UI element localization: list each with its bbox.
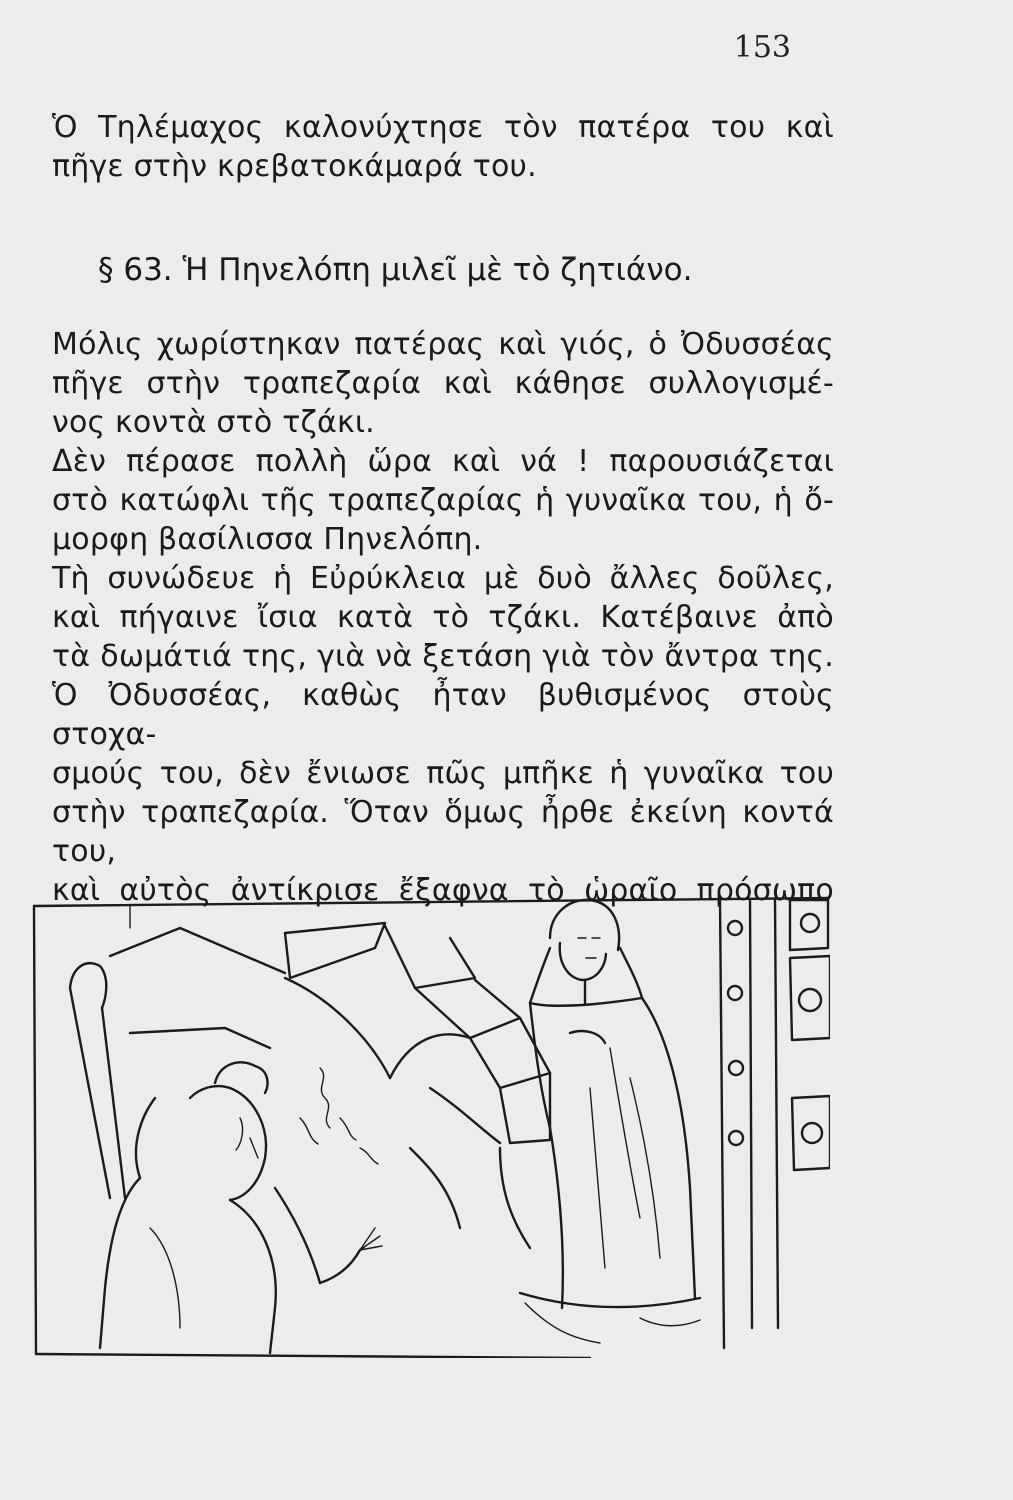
body-line-4: Δὲν πέρασε πολλὴ ὥρα καὶ νά ! παρουσιάζεται <box>52 444 834 479</box>
section-heading <box>98 252 693 288</box>
body-line-12: στὴν τραπεζαρία. Ὅταν ὅμως ἦρθε ἐκείνη κοντά του, <box>52 795 834 869</box>
body-line-8: καὶ πήγαινε ἴσια κατὰ τὸ τζάκι. Κατέβαινε ἀπὸ <box>52 600 834 635</box>
body-line-13: καὶ αὐτὸς ἀντίκρισε ἔξαφνα τὸ ὡραῖο πρόσωπο <box>52 873 834 908</box>
intro-paragraph <box>52 108 834 186</box>
body-line-7: Τὴ συνώδευε ἡ Εὐρύκλεια μὲ δυὸ ἄλλες δοῦλες, <box>52 561 834 596</box>
body-line-11: σμούς του, δὲν ἔνιωσε πῶς μπῆκε ἡ γυναῖκα του <box>52 756 834 791</box>
intro-line-1: Ὁ Τηλέμαχος καλονύχτησε τὸν πατέρα του καὶ <box>52 110 834 145</box>
body-line-2: πῆγε στὴν τραπεζαρία καὶ κάθησε συλλογισμέ- <box>52 366 834 401</box>
page-number: 153 <box>733 30 791 65</box>
section-number: 63. <box>123 252 173 288</box>
body-line-6: μορφη βασίλισσα Πηνελόπη. <box>52 522 483 557</box>
body-line-3: νος κοντὰ στὸ τζάκι. <box>52 405 375 440</box>
body-line-1: Μόλις χωρίστηκαν πατέρας καὶ γιός, ὁ Ὀδυσσέας <box>52 327 834 362</box>
body-paragraph <box>52 325 834 910</box>
body-line-5: στὸ κατώφλι τῆς τραπεζαρίας ἡ γυναῖκα του, ἡ ὄ- <box>52 483 834 518</box>
body-line-10: Ὁ Ὀδυσσέας, καθὼς ἦταν βυθισμένος στοὺς στοχα- <box>52 678 834 752</box>
section-symbol: § <box>98 252 114 288</box>
body-line-9: τὰ δωμάτιά της, γιὰ νὰ ξετάση γιὰ τὸν ἄντρα της. <box>52 639 834 674</box>
intro-line-2: πῆγε στὴν κρεβατοκάμαρά του. <box>52 149 537 184</box>
penelope-odysseus-hearth-drawing-icon <box>30 888 830 1358</box>
section-title: Ἡ Πηνελόπη μιλεῖ μὲ τὸ ζητιάνο. <box>182 252 693 288</box>
